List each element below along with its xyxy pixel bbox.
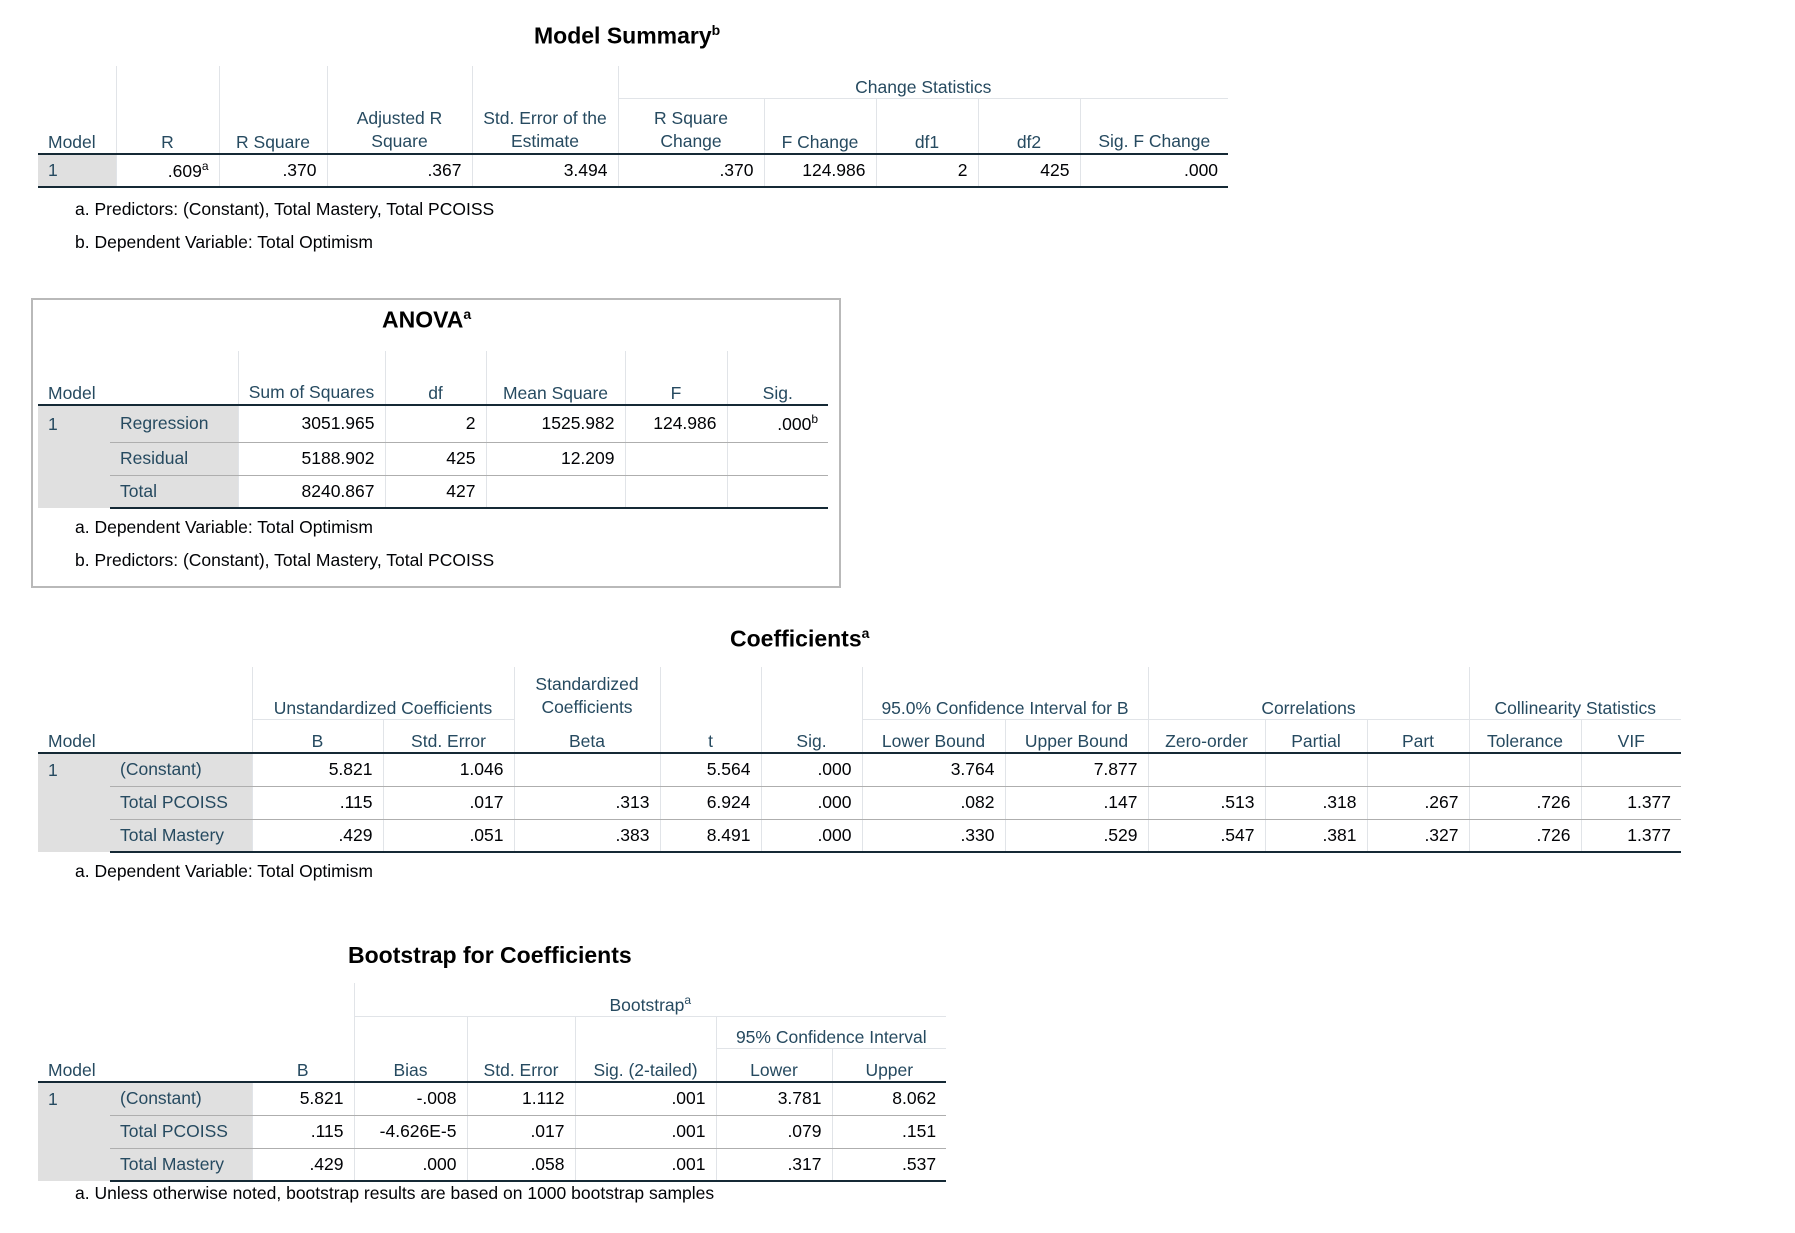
boot-ci-header: 95% Confidence Interval — [716, 1016, 946, 1048]
anova-cell-ss: 3051.965 — [238, 405, 385, 442]
anova-cell-ss: 8240.867 — [238, 475, 385, 508]
ms-blank — [472, 66, 618, 98]
anova-cell-ss: 5188.902 — [238, 442, 385, 475]
anova-header-sum-of-squares: Sum of Squares — [238, 351, 385, 405]
coef-model-cell: 1 — [38, 753, 110, 852]
anova-cell-sig — [727, 475, 828, 508]
coef-header-sig: Sig. — [761, 719, 862, 753]
ms-footnote-b: b. Dependent Variable: Total Optimism — [75, 232, 373, 252]
coef-cell: .529 — [1005, 819, 1148, 852]
ms-cell-df2: 425 — [978, 154, 1080, 187]
table-row — [38, 475, 828, 508]
coef-cell — [1581, 753, 1681, 786]
coef-cell — [1367, 753, 1469, 786]
ms-header-sig-f-change: Sig. F Change — [1080, 98, 1228, 154]
ms-blank — [38, 66, 116, 98]
coef-cell: .082 — [862, 786, 1005, 819]
anova-cell-ms — [486, 475, 625, 508]
anova-title-text: ANOVA — [382, 306, 464, 333]
model-summary-title-sup: b — [711, 22, 721, 38]
boot-cell: 1.112 — [467, 1082, 575, 1115]
anova-cell-ms: 12.209 — [486, 442, 625, 475]
ms-cell-std-error: 3.494 — [472, 154, 618, 187]
coef-blank — [38, 667, 110, 719]
coef-cell: .267 — [1367, 786, 1469, 819]
coef-cell: 7.877 — [1005, 753, 1148, 786]
anova-cell-sig — [727, 442, 828, 475]
boot-cell: .537 — [832, 1148, 946, 1181]
boot-header-upper: Upper — [832, 1048, 946, 1082]
coef-cell: .547 — [1148, 819, 1265, 852]
coef-header-model: Model — [38, 719, 110, 753]
ms-cell-sig-f: .000 — [1080, 154, 1228, 187]
boot-header-lower: Lower — [716, 1048, 832, 1082]
coef-standardized-header: Standardized Coefficients — [514, 667, 660, 719]
boot-row-label: Total Mastery — [110, 1148, 252, 1181]
ms-cell-adj-r-square: .367 — [327, 154, 472, 187]
ms-header-df1: df1 — [876, 98, 978, 154]
anova-row-label: Regression — [110, 405, 238, 442]
coef-header-lower-bound: Lower Bound — [862, 719, 1005, 753]
anova-header-sig: Sig. — [727, 351, 828, 405]
coef-cell: 6.924 — [660, 786, 761, 819]
coef-collinearity-header: Collinearity Statistics — [1469, 667, 1681, 719]
ms-header-adjusted-r-square: Adjusted R Square — [327, 98, 472, 154]
anova-cell-ms: 1525.982 — [486, 405, 625, 442]
ms-header-std-error: Std. Error of the Estimate — [472, 98, 618, 154]
ms-blank — [219, 66, 327, 98]
table-row — [38, 819, 1681, 852]
boot-blank — [575, 1016, 716, 1048]
anova-cell-f: 124.986 — [625, 405, 727, 442]
boot-cell: 8.062 — [832, 1082, 946, 1115]
boot-header-blank — [110, 1048, 252, 1082]
coef-cell: .017 — [383, 786, 514, 819]
boot-model-cell: 1 — [38, 1082, 110, 1181]
coef-cell: .381 — [1265, 819, 1367, 852]
coef-cell: 1.046 — [383, 753, 514, 786]
coef-cell: .313 — [514, 786, 660, 819]
anova-header-model: Model — [38, 351, 110, 405]
boot-cell: -.008 — [354, 1082, 467, 1115]
anova-footnote-b: b. Predictors: (Constant), Total Mastery, Total PCOISS — [75, 550, 495, 570]
coef-cell: .513 — [1148, 786, 1265, 819]
boot-blank — [110, 1016, 252, 1048]
anova-table — [38, 351, 828, 509]
boot-row-label: (Constant) — [110, 1082, 252, 1115]
coef-ci-header: 95.0% Confidence Interval for B — [862, 667, 1148, 719]
coef-header-part: Part — [1367, 719, 1469, 753]
ms-header-model: Model — [38, 98, 116, 154]
coef-cell — [514, 753, 660, 786]
coef-cell: 3.764 — [862, 753, 1005, 786]
model-summary-title — [534, 22, 720, 50]
table-row — [38, 753, 1681, 786]
table-row — [38, 1082, 946, 1115]
coef-row-label: (Constant) — [110, 753, 252, 786]
coef-cell: .429 — [252, 819, 383, 852]
coefficients-table — [38, 667, 1681, 853]
ms-cell-f-change: 124.986 — [764, 154, 876, 187]
table-row — [38, 405, 828, 442]
ms-header-f-change: F Change — [764, 98, 876, 154]
anova-cell-f — [625, 442, 727, 475]
coef-cell — [1265, 753, 1367, 786]
coef-blank — [110, 667, 252, 719]
table-row — [38, 1115, 946, 1148]
coef-cell — [1148, 753, 1265, 786]
anova-sig-value: .000 — [777, 414, 812, 435]
bootstrap-table — [38, 983, 946, 1182]
coef-cell: .327 — [1367, 819, 1469, 852]
coefficients-title-text: Coefficients — [730, 625, 862, 652]
ms-cell-r-square: .370 — [219, 154, 327, 187]
boot-cell: .058 — [467, 1148, 575, 1181]
coef-cell: .000 — [761, 819, 862, 852]
model-summary-title-text: Model Summary — [534, 22, 712, 49]
anova-cell-df: 425 — [385, 442, 486, 475]
boot-cell: .001 — [575, 1082, 716, 1115]
boot-cell: .429 — [252, 1148, 354, 1181]
coef-header-vif: VIF — [1581, 719, 1681, 753]
anova-title — [382, 306, 471, 334]
model-summary-table — [38, 66, 1228, 188]
boot-cell: .000 — [354, 1148, 467, 1181]
coef-cell: .383 — [514, 819, 660, 852]
boot-cell: 5.821 — [252, 1082, 354, 1115]
coef-cell: .318 — [1265, 786, 1367, 819]
boot-bootstrap-header — [354, 983, 946, 1016]
anova-row-label: Total — [110, 475, 238, 508]
boot-cell: 3.781 — [716, 1082, 832, 1115]
anova-model-cell: 1 — [38, 405, 110, 508]
anova-header-f: F — [625, 351, 727, 405]
boot-cell: .115 — [252, 1115, 354, 1148]
boot-cell: .079 — [716, 1115, 832, 1148]
anova-title-sup: a — [463, 306, 472, 322]
coef-cell: 8.491 — [660, 819, 761, 852]
table-row — [38, 1148, 946, 1181]
anova-footnote-a: a. Dependent Variable: Total Optimism — [75, 517, 373, 537]
ms-header-r: R — [116, 98, 219, 154]
coef-cell — [1469, 753, 1581, 786]
boot-bootstrap-header-text: Bootstrap — [609, 994, 685, 1015]
coef-cell: .000 — [761, 753, 862, 786]
anova-cell-df: 427 — [385, 475, 486, 508]
boot-header-model: Model — [38, 1048, 110, 1082]
coef-header-zero-order: Zero-order — [1148, 719, 1265, 753]
anova-cell-f — [625, 475, 727, 508]
boot-blank — [110, 983, 252, 1016]
ms-header-r-square-change: R Square Change — [618, 98, 764, 154]
ms-footnote-a: a. Predictors: (Constant), Total Mastery, Total PCOISS — [75, 199, 495, 219]
coef-cell: .726 — [1469, 819, 1581, 852]
coefficients-title-sup: a — [861, 625, 870, 641]
bootstrap-title: Bootstrap for Coefficients — [348, 942, 632, 968]
ms-blank — [116, 66, 219, 98]
ms-model-cell: 1 — [38, 154, 116, 187]
coef-cell: .147 — [1005, 786, 1148, 819]
ms-header-r-square: R Square — [219, 98, 327, 154]
boot-header-b: B — [252, 1048, 354, 1082]
coef-footnote-a: a. Dependent Variable: Total Optimism — [75, 861, 373, 881]
boot-header-bias: Bias — [354, 1048, 467, 1082]
coef-blank — [761, 667, 862, 719]
table-row — [38, 154, 1228, 187]
coef-cell: .330 — [862, 819, 1005, 852]
ms-r-value: .609 — [167, 160, 202, 181]
boot-row-label: Total PCOISS — [110, 1115, 252, 1148]
coef-cell: 1.377 — [1581, 786, 1681, 819]
coef-correlations-header: Correlations — [1148, 667, 1469, 719]
boot-header-std-error: Std. Error — [467, 1048, 575, 1082]
coef-row-label: Total PCOISS — [110, 786, 252, 819]
boot-bootstrap-header-sup: a — [684, 992, 692, 1007]
coef-cell: .000 — [761, 786, 862, 819]
coef-cell: .115 — [252, 786, 383, 819]
boot-cell: -4.626E-5 — [354, 1115, 467, 1148]
coef-blank — [660, 667, 761, 719]
anova-cell-df: 2 — [385, 405, 486, 442]
ms-change-statistics-header: Change Statistics — [618, 66, 1228, 98]
boot-footnote-a: a. Unless otherwise noted, bootstrap results are based on 1000 bootstrap samples — [75, 1183, 715, 1203]
boot-cell: .001 — [575, 1148, 716, 1181]
coef-header-beta: Beta — [514, 719, 660, 753]
coef-header-upper-bound: Upper Bound — [1005, 719, 1148, 753]
boot-cell: .017 — [467, 1115, 575, 1148]
ms-header-df2: df2 — [978, 98, 1080, 154]
anova-cell-sig — [727, 405, 828, 442]
coef-header-t: t — [660, 719, 761, 753]
ms-cell-df1: 2 — [876, 154, 978, 187]
boot-blank — [252, 1016, 354, 1048]
ms-blank — [327, 66, 472, 98]
boot-blank — [252, 983, 354, 1016]
boot-blank — [467, 1016, 575, 1048]
boot-cell: .001 — [575, 1115, 716, 1148]
table-row — [38, 442, 828, 475]
coef-header-blank — [110, 719, 252, 753]
coef-header-tolerance: Tolerance — [1469, 719, 1581, 753]
boot-cell: .317 — [716, 1148, 832, 1181]
coef-cell: 5.821 — [252, 753, 383, 786]
anova-sig-sup: b — [811, 412, 818, 427]
coef-header-std-error: Std. Error — [383, 719, 514, 753]
boot-blank — [38, 983, 110, 1016]
boot-blank — [38, 1016, 110, 1048]
anova-header-blank — [110, 351, 238, 405]
ms-r-sup: a — [201, 159, 209, 174]
ms-cell-r — [116, 154, 219, 187]
coefficients-title — [730, 625, 869, 653]
coef-cell: 1.377 — [1581, 819, 1681, 852]
coef-header-b: B — [252, 719, 383, 753]
ms-cell-r-square-change: .370 — [618, 154, 764, 187]
anova-row-label: Residual — [110, 442, 238, 475]
anova-header-df: df — [385, 351, 486, 405]
coef-row-label: Total Mastery — [110, 819, 252, 852]
boot-header-sig: Sig. (2-tailed) — [575, 1048, 716, 1082]
coef-cell: 5.564 — [660, 753, 761, 786]
coef-cell: .726 — [1469, 786, 1581, 819]
boot-blank — [354, 1016, 467, 1048]
table-row — [38, 786, 1681, 819]
coef-unstandardized-header: Unstandardized Coefficients — [252, 667, 514, 719]
anova-header-mean-square: Mean Square — [486, 351, 625, 405]
coef-cell: .051 — [383, 819, 514, 852]
coef-header-partial: Partial — [1265, 719, 1367, 753]
boot-cell: .151 — [832, 1115, 946, 1148]
